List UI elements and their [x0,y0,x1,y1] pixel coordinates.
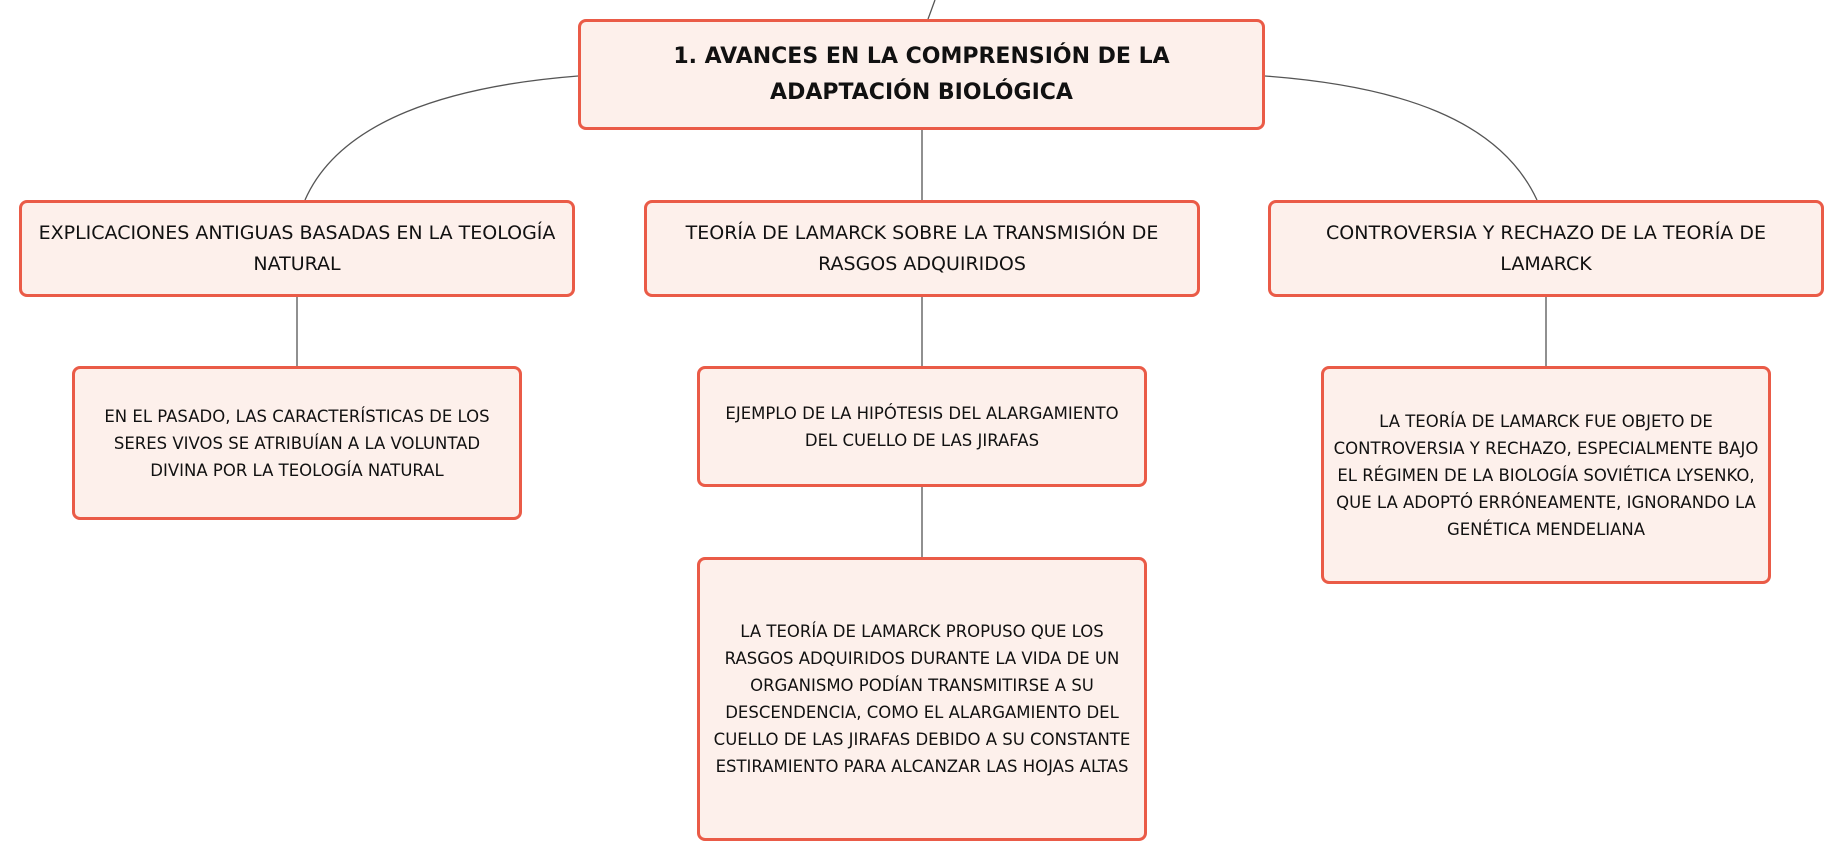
subtopic-node-lysenko[interactable] [1321,366,1771,584]
topic-text: EXPLICACIONES ANTIGUAS BASADAS EN LA TEOLOGÍA NATURAL [38,221,556,275]
topic-node-teologia-natural[interactable] [19,200,575,297]
subtopic-text: LA TEORÍA DE LAMARCK FUE OBJETO DE CONTROVERSIA Y RECHAZO, ESPECIALMENTE BAJO EL RÉGIMEN DE LA BIOLOGÍA SOVIÉTICA LYSENKO, QUE LA ADOPTÓ ERRÓNEAMENTE, IGNORANDO LA GENÉTICA MENDELIANA [1333,411,1759,539]
subtopic-text: EJEMPLO DE LA HIPÓTESIS DEL ALARGAMIENTO DEL CUELLO DE LAS JIRAFAS [725,403,1119,450]
topic-node-controversia[interactable] [1268,200,1824,297]
subtopic-node-rasgos-adquiridos[interactable] [697,557,1147,841]
subtopic-node-jirafas[interactable] [697,366,1147,487]
connector-parent-to-root [928,0,935,19]
topic-node-teoria-lamarck[interactable] [644,200,1200,297]
subtopic-text: LA TEORÍA DE LAMARCK PROPUSO QUE LOS RASGOS ADQUIRIDOS DURANTE LA VIDA DE UN ORGANISMO PODÍAN TRANSMITIRSE A SU DESCENDENCIA, COMO EL ALARGAMIENTO DEL CUELLO DE LAS JIRAFAS DEBIDO A SU CONSTANTE ESTIRAMIENTO PARA ALCANZAR LAS HOJAS ALTAS [713,622,1131,776]
connector-root-to-right-branch [1265,76,1537,200]
subtopic-node-pasado[interactable] [72,366,522,520]
root-topic-node[interactable] [578,19,1265,130]
topic-text: TEORÍA DE LAMARCK SOBRE LA TRANSMISIÓN DE RASGOS ADQUIRIDOS [685,221,1159,275]
subtopic-text: EN EL PASADO, LAS CARACTERÍSTICAS DE LOS SERES VIVOS SE ATRIBUÍAN A LA VOLUNTAD DIVINA POR LA TEOLOGÍA NATURAL [104,406,490,480]
connector-root-to-left-branch [305,76,578,200]
root-topic-text: 1. AVANCES EN LA COMPRENSIÓN DE LA ADAPTACIÓN BIOLÓGICA [673,43,1170,105]
topic-text: CONTROVERSIA Y RECHAZO DE LA TEORÍA DE LAMARCK [1326,221,1766,275]
